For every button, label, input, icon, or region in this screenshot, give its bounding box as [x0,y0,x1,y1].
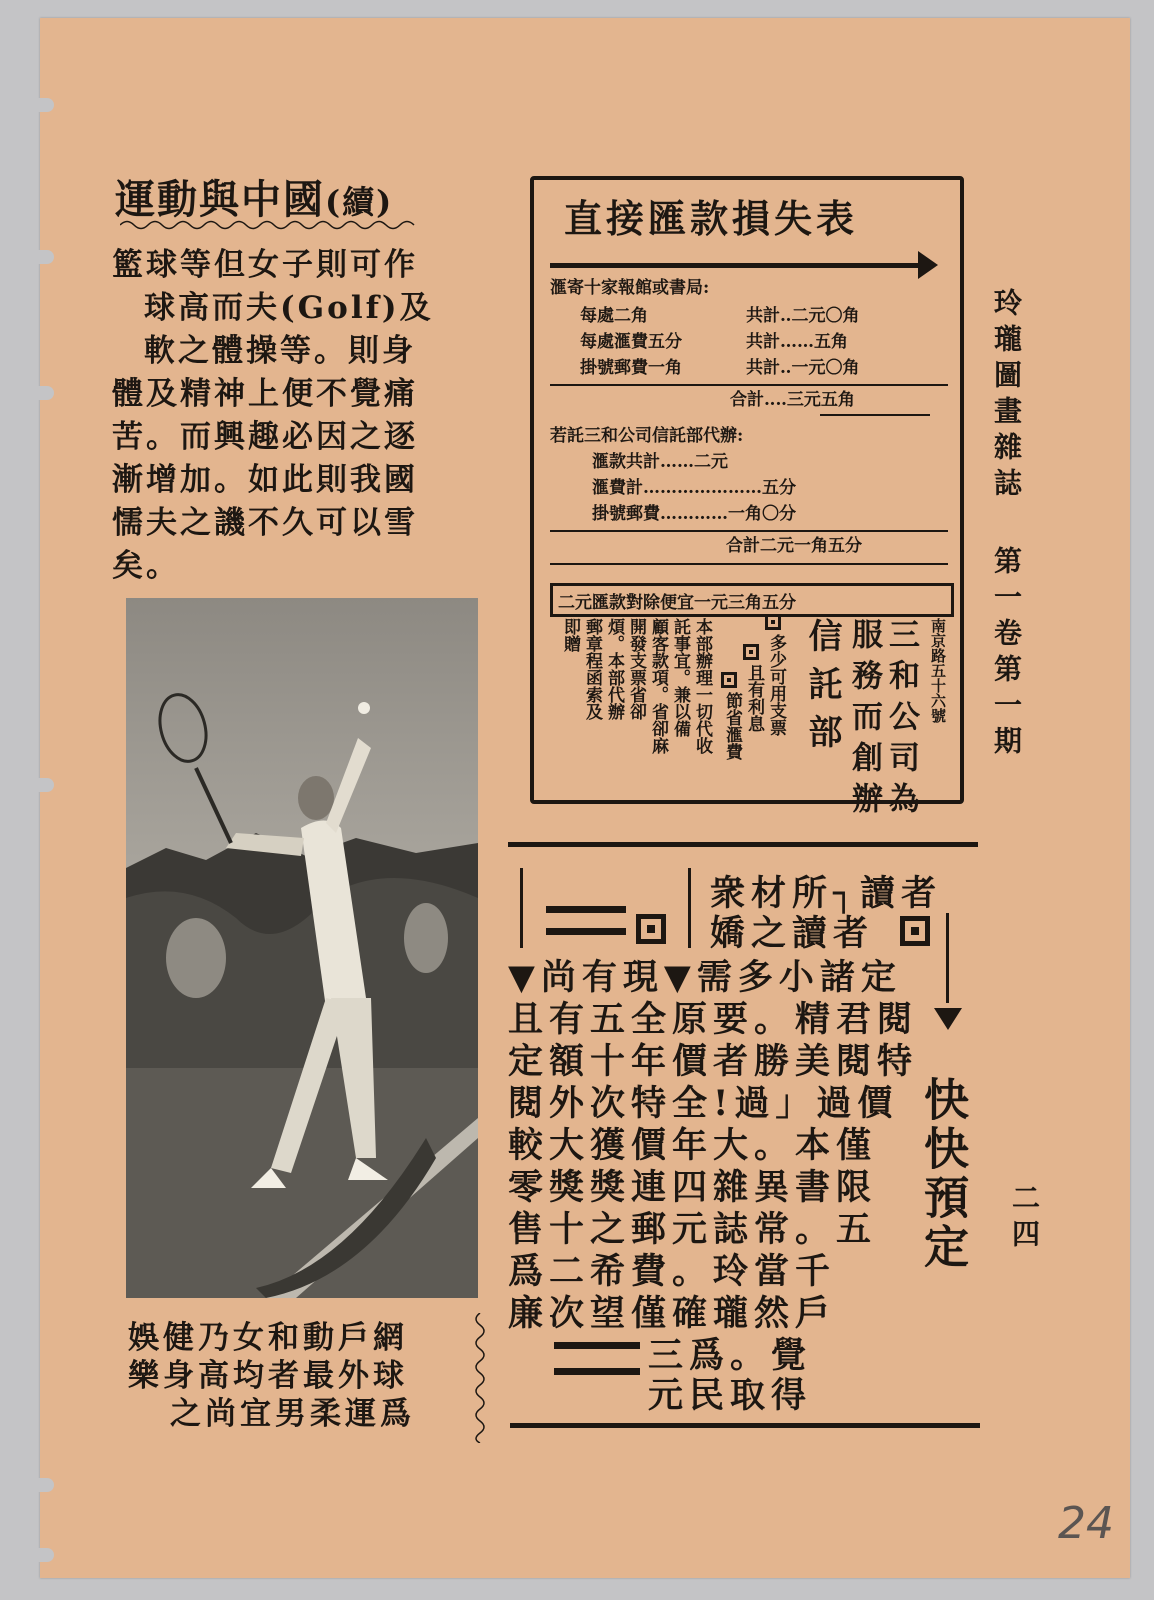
section1-total: 共計‥一元〇角 [746,358,860,378]
photo-caption-line: 樂身高均者最外球 [128,1358,408,1394]
handwritten-page-number: 24 [1058,1498,1114,1549]
price-mark-bar [554,1342,640,1349]
ad-row: 零獎獎連四雜異書限 [508,1167,878,1208]
article-line: 懦夫之譏不久可以雪 [112,505,418,541]
notice-col: 煩。本部代辦 [604,618,625,720]
divider [550,530,948,532]
feature-col: 多少可用支票 [766,634,787,736]
ad-row: 售十之郵元誌常。五 [508,1209,878,1250]
price-mark-bar [546,928,626,935]
section1-item: 每處二角 [580,306,648,326]
ad-row: 廉次望僅確瓏然戶 [508,1293,837,1334]
title-underline-wave [120,218,420,232]
bullet-square-icon [765,614,781,630]
section1-total: 共計‥二元〇角 [746,306,860,326]
savings-highlight-text: 二元匯款對除便宜一元三角五分 [558,593,796,613]
section1-item: 掛號郵費一角 [580,358,682,378]
ad-row: 元民取得 [648,1375,813,1416]
slogan-side-rule [946,913,949,1003]
caption-wave-border [472,1313,488,1443]
ad-row: 三爲。覺 [648,1335,813,1376]
bullet-square-icon [636,914,666,944]
sum-underline [820,414,930,416]
section2-heading: 若託三和公司信託部代辦: [550,426,744,446]
article-line: 漸增加。如此則我國 [112,462,418,498]
feature-col: 節省滙費 [722,692,743,760]
ad-row: 較大獲價年大。本僅 [508,1125,878,1166]
notice-col: 郵章程函索及 [582,618,603,720]
divider [550,563,948,565]
notice-col: 本部辦理一切代收 [692,618,713,754]
ad-row: 且有五全原要。精君閱 [508,999,919,1040]
trust-dept-name: 信託部 [802,618,842,762]
magazine-page [40,18,1130,1578]
ad-row: ▼尚有現▼需多小諸定 [508,957,902,998]
ad-row: 閱外次特全!過」過價 [508,1083,899,1124]
title-arrow-bar [550,263,920,268]
bullet-square-icon [900,916,930,946]
section2-sum: 合計二元一角五分 [726,536,862,556]
trust-col: 三和公司為 [883,618,919,823]
page-number: 二四 [1008,1183,1041,1255]
ad-slogan: 快快預定 [916,1076,969,1272]
ad-side-rule [520,868,523,948]
price-mark-bar [546,906,626,913]
article-title: 運動與中國(續) [115,176,394,223]
notice-col: 開發支票省卻 [626,618,647,720]
photo-caption-line: 之尚宜男柔運爲 [170,1396,415,1432]
section2-row: 滙費計…………………五分 [592,478,796,498]
notice-col: 託事宜。兼以備 [670,618,691,737]
divider [550,384,948,386]
volume-number: 第一卷 [990,546,1023,654]
bullet-square-icon [743,644,759,660]
right-arrow-icon [918,251,938,279]
photo-caption-line: 娛健乃女和動戶網 [128,1320,408,1356]
section1-sum: 合計‥‥三元五角 [730,390,855,410]
section1-total: 共計……五角 [746,332,848,352]
down-triangle-icon [934,1008,962,1030]
article-line: 苦。而興趣必因之逐 [112,419,418,455]
article-line: 球高而夫(Golf)及 [144,290,434,326]
trust-col: 服務而創辦 [846,618,882,823]
tennis-player-photo [126,598,478,1298]
section1-heading: 滙寄十家報館或書局: [550,278,710,298]
section2-row: 滙款共計……二元 [592,452,728,472]
bullet-square-icon [721,672,737,688]
ad-header-line: 衆材所┐讀者 [710,873,943,914]
ad-row: 爲二希費。玲當千 [508,1251,837,1292]
address-text: 南京路五十六號 [929,618,947,723]
article-line: 軟之體操等。則身 [144,333,416,369]
section2-row: 掛號郵費…………一角〇分 [592,504,796,524]
issue-number: 第一期 [990,654,1023,762]
ad-bottom-rule [510,1423,980,1428]
notice-col: 即贈 [560,618,581,652]
ad-header-line: 嬌之讀者 [710,913,875,954]
article-line: 體及精神上便不覺痛 [112,376,418,412]
ad-row: 定額十年價者勝美閱特 [508,1041,919,1082]
feature-col: 且有利息 [744,664,765,732]
price-mark-bar [554,1368,640,1375]
magazine-name: 玲瓏圖畫雜誌 [990,288,1023,504]
ad-top-rule [508,842,978,847]
notice-col: 顧客款項。省卻麻 [648,618,669,754]
article-line: 籃球等但女子則可作 [112,247,418,283]
ad-side-rule [688,868,691,948]
remittance-table-title: 直接匯款損失表 [564,196,859,241]
continued-mark: (續) [325,183,394,221]
article-line: 矣。 [112,548,180,584]
section1-item: 每處滙費五分 [580,332,682,352]
